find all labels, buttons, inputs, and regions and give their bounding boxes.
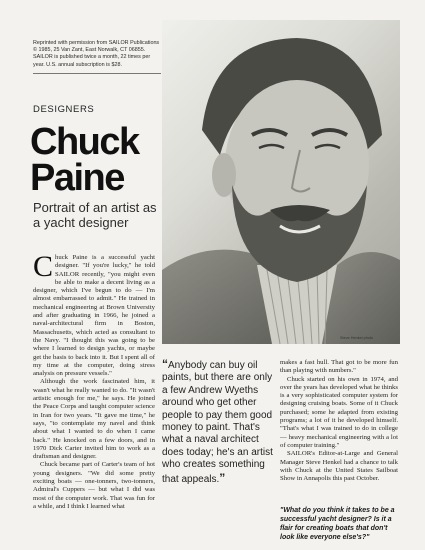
title-first-name: Chuck: [30, 121, 139, 163]
body-column-1: [33, 250, 155, 511]
paragraph: Chuck started on his own in 1974, and over the years has developed what he thinks is a very sophisticated computer system for designing cruising boats. Some of it Chuck purchased; some he adapted from existing programs; a lot of it he developed himself. "That's what I was trained to do in college — heavy mechanical engineering with a lot of computer training.": [280, 375, 398, 449]
paragraph: Although the work fascinated him, it wasn't what he really wanted to do. "It wasn't artistic enough for me," he says. He joined the Peace Corps and taught computer science in Iran for two years. "It gave me time," he says, "to contemplate my navel and think about what I wanted to do when I came back." He knocked on a few doors, and in 1970 Dick Carter invited him to work as a draftsman and designer.: [33, 378, 155, 461]
portrait-illustration: [162, 20, 400, 344]
reprint-notice: Reprinted with permission from SAILOR Publications © 1985, 25 Van Zant, East Norwalk, CT 06855. SAILOR is published twice a month, 22 times per year. U.S. annual subscription is $28.: [33, 40, 161, 74]
article-subtitle: Portrait of an artist as a yacht designer: [33, 200, 157, 230]
paragraph: [33, 250, 155, 378]
pull-quote: [162, 358, 274, 486]
article-title: [30, 121, 180, 199]
paragraph-text: huck Paine is a successful yacht designer. "If you're lucky," he told SAILOR recently, "you might even be able to make a decent living as a designer, which I've begun to do — I'm almost embarrassed to admit." He trained in mechanical engineering at Brown University and after graduating in 1966, he joined a naval-architectural firm in Boston, Massachusetts, which acted as consultant to the Navy. "I thought this was going to be where I learned to design yachts, or maybe get the basis to back into it. But I spent all of my time at the computer, doing stress analysis on pressure vessels.": [33, 254, 155, 378]
paragraph: Chuck became part of Carter's team of hot young designers. "We did some pretty exciting boats — one-tonners, two-tonners, Admiral's Cuppers — but what I did was most of the computer work. That was fun for a while, and I think I learned what: [33, 461, 155, 510]
drop-cap: C: [33, 250, 54, 283]
photo-credit: Steve Henkel photo: [340, 336, 374, 340]
paragraph: SAILOR's Editor-at-Large and General Manager Steve Henkel had a chance to talk with Chuck at the United States Sailboat Show in Annapolis this past October.: [280, 450, 398, 483]
title-last-name: Paine: [30, 157, 124, 199]
section-label: DESIGNERS: [33, 104, 95, 115]
portrait-photo: [162, 20, 400, 344]
close-quote-mark: ”: [219, 470, 226, 485]
paragraph: makes a fast hull. That got to be more fun than playing with numbers.": [280, 359, 398, 375]
pull-quote-text: Anybody can buy oil paints, but there are only a few Andrew Wyeths around who get other people to pay them good money to paint. That's what a naval architect does today; he's an artist who creates something that appeals.: [162, 360, 273, 485]
body-column-3: [280, 359, 398, 483]
interview-question: "What do you think it takes to be a successful yacht designer? Is it a flair for creating boats that don't look like everyone else's?": [280, 507, 395, 541]
open-quote-mark: “: [162, 357, 168, 371]
